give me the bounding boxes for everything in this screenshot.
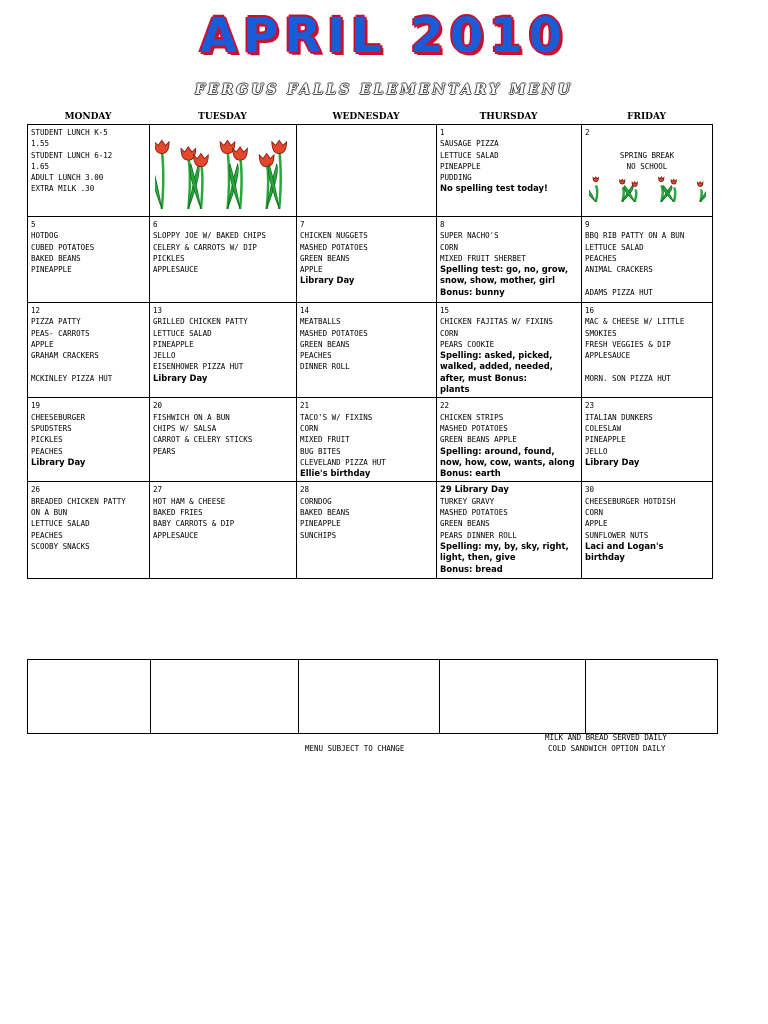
menu-item: 28 <box>300 485 310 495</box>
menu-item: 2 <box>585 128 590 137</box>
menu-item: EISENHOWER PIZZA HUT <box>153 362 244 372</box>
tulip-flower <box>155 140 169 209</box>
menu-item: LETTUCE SALAD <box>585 242 644 252</box>
menu-item: SUNFLOWER NUTS <box>585 530 649 540</box>
tulip-flower <box>268 140 286 209</box>
menu-item: BBQ RIB PATTY ON A BUN <box>585 231 685 241</box>
blank-row-table <box>27 659 718 734</box>
day-cell-wednesday <box>297 303 437 398</box>
menu-item: 8 <box>440 220 445 229</box>
day-cell-friday <box>582 303 713 398</box>
menu-item: 5 <box>31 220 36 229</box>
menu-item: CHICKEN FAJITAS W/ FIXINS <box>440 317 553 327</box>
menu-item: FRESH VEGGIES & DIP <box>585 339 671 349</box>
menu-item: 1.65 <box>31 161 50 171</box>
menu-item: CORN <box>440 328 459 338</box>
menu-item: 21 <box>300 401 310 411</box>
menu-item: 9 <box>585 220 590 229</box>
menu-item: DINNER ROLL <box>300 362 350 372</box>
note-text: Spelling: around, found, <box>440 445 555 456</box>
menu-item: ITALIAN DUNKERS <box>585 412 653 422</box>
menu-item: BAKED BEANS <box>31 253 81 263</box>
menu-item <box>585 275 709 286</box>
menu-item: CHIPS W/ SALSA <box>153 423 217 433</box>
day-cell-monday <box>28 217 150 303</box>
menu-item: MCKINLEY PIZZA HUT <box>31 373 113 383</box>
menu-item: 13 <box>153 306 163 315</box>
menu-item: LETTUCE SALAD <box>440 150 499 160</box>
menu-item: LETTUCE SALAD <box>31 519 90 529</box>
day-cell-tuesday <box>150 482 297 579</box>
blank-cell <box>586 660 718 734</box>
menu-item: 6 <box>153 220 158 229</box>
week-row <box>28 398 713 482</box>
menu-item: JELLO <box>585 446 608 456</box>
note-text: Bonus: bunny <box>440 286 505 297</box>
menu-item: PINEAPPLE <box>31 265 72 275</box>
menu-item: TURKEY GRAVY <box>440 496 495 506</box>
menu-item: MIXED FRUIT <box>300 435 350 445</box>
blank-cell <box>28 660 151 734</box>
day-cell-tuesday <box>150 217 297 303</box>
menu-item: PUDDING <box>440 173 472 183</box>
day-cell-thursday <box>437 125 582 217</box>
week-row <box>28 125 713 217</box>
menu-item: PINEAPPLE <box>153 339 194 349</box>
menu-item: GREEN BEANS APPLE <box>440 435 517 445</box>
day-cell-wednesday <box>297 125 437 217</box>
note-text: Bonus: earth <box>440 468 501 479</box>
menu-item: ON A BUN <box>31 508 68 518</box>
note-text: Ellie's birthday <box>300 468 371 479</box>
blank-cell <box>299 660 440 734</box>
menu-item: SPRING BREAK <box>619 150 675 160</box>
tulip-flower <box>220 140 238 209</box>
day-cell-monday <box>28 482 150 579</box>
tulips-clipart <box>155 127 292 209</box>
note-text: 29 Library Day <box>440 484 509 495</box>
note-text: now, how, cow, wants, along <box>440 456 575 467</box>
menu-item: APPLESAUCE <box>153 265 199 275</box>
menu-item: SAUSAGE PIZZA <box>440 139 499 149</box>
day-cell-wednesday <box>297 482 437 579</box>
menu-item: FISHWICH ON A BUN <box>153 412 230 422</box>
menu-item: APPLE <box>300 265 323 275</box>
menu-item: CORNDOG <box>300 496 332 506</box>
note-text: Library Day <box>585 456 640 467</box>
tulip-flower <box>180 147 198 209</box>
menu-item: PEACHES <box>300 351 332 361</box>
day-cell-wednesday <box>297 398 437 482</box>
menu-item: PINEAPPLE <box>440 161 481 171</box>
day-cell-monday <box>28 303 150 398</box>
note-text: snow, show, mother, girl <box>440 275 555 286</box>
menu-item: MASHED POTATOES <box>300 242 368 252</box>
menu-item: 30 <box>585 485 595 495</box>
menu-item: ADULT LUNCH 3.00 <box>31 173 104 183</box>
menu-calendar <box>27 124 713 579</box>
menu-item: BAKED FRIES <box>153 508 203 518</box>
menu-item: 26 <box>31 485 41 495</box>
menu-item: EXTRA MILK .30 <box>31 184 95 194</box>
tulips-clipart <box>589 172 706 202</box>
day-cell-friday <box>582 125 713 217</box>
menu-item: PEACHES <box>31 446 63 456</box>
milk-bread-note: MILK AND BREAD SERVED DAILY <box>545 733 667 742</box>
menu-item: MASHED POTATOES <box>300 328 368 338</box>
day-cell-monday <box>28 125 150 217</box>
menu-item: JELLO <box>153 351 176 361</box>
menu-item: SMOKIES <box>585 328 617 338</box>
note-text: Spelling test: go, no, grow, <box>440 264 569 275</box>
menu-item: COLESLAW <box>585 423 622 433</box>
menu-item: 22 <box>440 401 450 411</box>
note-text: Spelling: my, by, sky, right, <box>440 540 569 551</box>
note-text: Library Day <box>300 275 355 286</box>
menu-item: CHEESEBURGER <box>31 412 86 422</box>
menu-change-note: MENU SUBJECT TO CHANGE <box>305 744 405 753</box>
week-row <box>28 482 713 579</box>
menu-item: 14 <box>300 306 310 315</box>
menu-item: MASHED POTATOES <box>440 423 508 433</box>
menu-item: 16 <box>585 306 595 315</box>
menu-item: CHICKEN NUGGETS <box>300 231 368 241</box>
day-header-monday: MONDAY <box>64 112 112 122</box>
blank-cell <box>151 660 299 734</box>
cold-sandwich-note: COLD SANDWICH OPTION DAILY <box>548 744 666 753</box>
day-cell-friday <box>582 482 713 579</box>
menu-item: SCOOBY SNACKS <box>31 541 90 551</box>
menu-item: CHEESEBURGER HOTDISH <box>585 496 676 506</box>
menu-item: SUNCHIPS <box>300 530 337 540</box>
day-header-friday: FRIDAY <box>627 112 666 122</box>
menu-item: APPLESAUCE <box>153 530 199 540</box>
menu-item: PEARS DINNER ROLL <box>440 530 517 540</box>
day-header-wednesday: WEDNESDAY <box>332 112 400 122</box>
day-cell-thursday <box>437 217 582 303</box>
note-text: walked, added, needed, <box>440 361 553 372</box>
menu-item: MASHED POTATOES <box>440 508 508 518</box>
menu-item: PICKLES <box>31 435 63 445</box>
menu-item: HOT HAM & CHEESE <box>153 496 226 506</box>
menu-item <box>585 361 709 372</box>
tulips-image <box>585 172 709 205</box>
menu-item: PIZZA PATTY <box>31 317 81 327</box>
menu-item: BABY CARROTS & DIP <box>153 519 235 529</box>
menu-item: MIXED FRUIT SHERBET <box>440 253 526 263</box>
menu-item: 7 <box>300 220 305 229</box>
menu-item: CORN <box>585 508 604 518</box>
day-cell-thursday <box>437 398 582 482</box>
note-text: Spelling: asked, picked, <box>440 350 553 361</box>
menu-item: 1.55 <box>31 139 50 149</box>
menu-item: GREEN BEANS <box>440 519 490 529</box>
menu-item <box>31 361 146 372</box>
menu-item <box>585 138 709 149</box>
week-row <box>28 303 713 398</box>
menu-item: 1 <box>440 128 445 137</box>
day-cell-friday <box>582 217 713 303</box>
menu-item: CHICKEN STRIPS <box>440 412 504 422</box>
note-text: birthday <box>585 552 625 563</box>
note-text: plants <box>440 384 470 395</box>
note-text: No spelling test today! <box>440 183 548 194</box>
menu-item: PICKLES <box>153 253 185 263</box>
menu-item: MAC & CHEESE W/ LITTLE <box>585 317 685 327</box>
menu-item: APPLESAUCE <box>585 351 631 361</box>
menu-item: PEARS COOKIE <box>440 339 495 349</box>
note-text: light, then, give <box>440 552 516 563</box>
page-title: APRIL 2010 <box>199 8 569 64</box>
menu-item: CARROT & CELERY STICKS <box>153 435 253 445</box>
menu-item: HOTDOG <box>31 231 59 241</box>
menu-item: MORN. SON PIZZA HUT <box>585 373 671 383</box>
menu-item: GRILLED CHICKEN PATTY <box>153 317 248 327</box>
day-cell-tuesday <box>150 398 297 482</box>
menu-item: PEAS- CARROTS <box>31 328 90 338</box>
tulip-flower <box>229 147 247 209</box>
tulip-flower <box>697 182 705 202</box>
tulip-flower <box>259 153 277 209</box>
menu-item: 20 <box>153 401 163 411</box>
menu-item: 27 <box>153 485 163 495</box>
menu-item: ANIMAL CRACKERS <box>585 265 653 275</box>
menu-item: 15 <box>440 306 450 315</box>
menu-item: BREADED CHICKEN PATTY <box>31 496 126 506</box>
menu-item: ADAMS PIZZA HUT <box>585 287 653 297</box>
menu-item: PEACHES <box>585 253 617 263</box>
menu-item: CUBED POTATOES <box>31 242 95 252</box>
menu-item: SPUDSTERS <box>31 423 72 433</box>
menu-item: APPLE <box>31 339 54 349</box>
day-header-thursday: THURSDAY <box>479 112 538 122</box>
menu-item: PEARS <box>153 446 176 456</box>
blank-cell <box>440 660 586 734</box>
note-text: Bonus: bread <box>440 563 503 574</box>
note-text: after, must Bonus: <box>440 372 527 383</box>
menu-item: GRAHAM CRACKERS <box>31 351 99 361</box>
menu-item: MEATBALLS <box>300 317 341 327</box>
menu-item: GREEN BEANS <box>300 339 350 349</box>
menu-item: GREEN BEANS <box>300 253 350 263</box>
day-cell-friday <box>582 398 713 482</box>
week-row <box>28 217 713 303</box>
note-text: Laci and Logan's <box>585 540 664 551</box>
menu-item: PEACHES <box>31 530 63 540</box>
day-cell-wednesday <box>297 217 437 303</box>
day-cell-thursday <box>437 303 582 398</box>
day-cell-tuesday <box>150 303 297 398</box>
menu-item: NO SCHOOL <box>626 161 668 171</box>
menu-item: CELERY & CARROTS W/ DIP <box>153 242 257 252</box>
page-subtitle: FERGUS FALLS ELEMENTARY MENU <box>195 82 573 98</box>
menu-item: PINEAPPLE <box>300 519 341 529</box>
tulip-flower <box>190 153 208 209</box>
day-cell-tuesday <box>150 125 297 217</box>
note-text: Library Day <box>153 372 208 383</box>
menu-item: CLEVELAND PIZZA HUT <box>300 457 386 467</box>
menu-item: STUDENT LUNCH 6-12 <box>31 150 113 160</box>
menu-item: CORN <box>440 242 459 252</box>
menu-item: CORN <box>300 423 319 433</box>
menu-item: 12 <box>31 306 41 315</box>
menu-item: BUG BITES <box>300 446 341 456</box>
note-text: Library Day <box>31 456 86 467</box>
tulip-flower <box>589 177 598 202</box>
tulips-image <box>153 127 293 212</box>
menu-item: 23 <box>585 401 595 411</box>
menu-item: LETTUCE SALAD <box>153 328 212 338</box>
menu-item: APPLE <box>585 519 608 529</box>
menu-item: SLOPPY JOE W/ BAKED CHIPS <box>153 231 266 241</box>
day-header-tuesday: TUESDAY <box>198 112 247 122</box>
day-cell-monday <box>28 398 150 482</box>
menu-item: STUDENT LUNCH K-5 <box>31 128 108 137</box>
menu-item: PINEAPPLE <box>585 435 626 445</box>
menu-item: SUPER NACHO'S <box>440 231 499 241</box>
menu-item: BAKED BEANS <box>300 508 350 518</box>
day-cell-thursday <box>437 482 582 579</box>
menu-item: 19 <box>31 401 41 411</box>
menu-item: TACO'S W/ FIXINS <box>300 412 373 422</box>
